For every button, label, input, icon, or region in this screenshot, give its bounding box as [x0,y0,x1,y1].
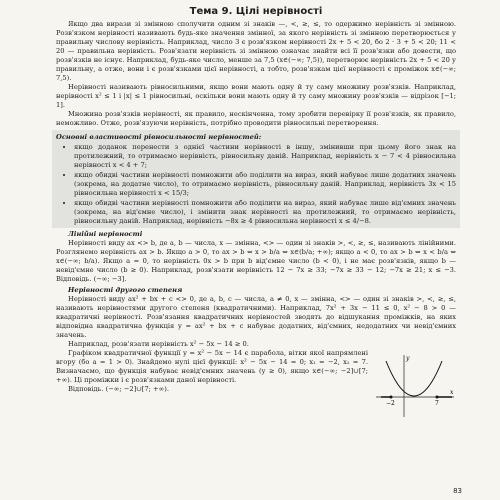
properties-list [56,142,456,226]
parabola-graph [374,353,456,419]
linear-paragraph: Нерівності виду ax <> b, де a, b — числа, x — змінна, <> — один зі знаків >, <, ≥, ≤, називають лінійними. Розглянемо нерівність ax > b. Якщо a > 0, то ax > b ⇔ x > b/a ⇔ x∈(b/a; +∞); якщо a < 0, то ax > b ⇔ x < b/a ⇔ x∈(−∞; b/a). Якщо a = 0, то нерівність 0x > b при b від'ємне число (b < 0), і не має розв'язків, якщо b — невід'ємне число (b ≥ 0). Наприклад, розв'язати нерівність 12 − 7x ≥ 33; −7x ≥ 33 − 12; −7x ≥ 21; x ≤ −3. Відповідь. (−∞; −3]. [56,239,456,283]
y-axis-label: y [406,355,410,362]
root-label-left: −2 [386,400,395,407]
graph-text [56,349,368,419]
x-axis-label: x [450,389,454,396]
property-item: • якщо обидві частини нерівності помножити або поділити на вираз, який набуває лише додатних значень (зокрема, на додатне число), то отримаємо нерівність, рівносильну даній. Наприклад, нерівність 3x < 15 рівносильна нерівності x < 15/3; [74,170,456,198]
root-label-right: 7 [435,400,439,407]
intro-paragraph: Якщо два вирази зі змінною сполучити одним зі знаків —, <, ≥, ≤, то одержимо нерівність зі змінною. Розв'язком нерівності називають будь-яке значення змінної, за якого нерівність зі змінною перетворюється у правильну числову нерівність. Наприклад, число 3 є розв'язком нерівності 2x + 5 < 20, бо 2 · 3 + 5 < 20; 11 < 20 — правильна нерівність. Розв'язати нерівність зі змінною означає знайти всі її розв'язки або довести, що розв'язків не існує. Наприклад, будь-яке число, менше за 7,5 (x∈(−∞; 7,5)), перетворює нерівність 2x + 5 < 20 у правильну, а отже, вони і є розв'язками цієї нерівності, а тобто, розв'язкам цієї нерівності є проміжок x∈(−∞; 7,5). [56,20,456,82]
properties-box [52,130,460,228]
linear-heading: Лінійні нерівності [68,230,143,238]
property-item: • якщо доданок перенести з однієї частини нерівності в іншу, змінивши при цьому його знак на протилежний, то отримаємо нерівність, рівносильну даній. Наприклад, нерівність x − 7 < 4 рівносильна нерівності x < 4 + 7; [74,142,456,170]
intro-paragraph: Множина розв'язків нерівності, як правило, нескінченна, тому зробити перевірку її розв'язків, як правило, неможливо. Отже, розв'язуючи нерівність, потрібно проводити рівносильні перетворення. [56,110,456,127]
quadratic-paragraph: Нерівності виду ax² + bx + c <> 0, де a, b, c — числа, a ≠ 0, x — змінна, <> — один зі знаків >, <, ≥, ≤, називають нерівностями другого степеня (квадратичними). Наприклад, 7x² + 3x − 11 ≤ 0, x² − 8 > 0 — квадратичні нерівності. Розв'язання квадратичних нерівностей зводять до відшукання проміжків, на яких відповідна квадратична функція y = ax² + bx + c набуває додатних, від'ємних, недодатних чи невід'ємних значень. [56,295,456,339]
root-point-left [390,396,393,399]
quadratic-paragraph: Наприклад, розв'язати нерівність x² − 5x − 14 ≥ 0. [68,340,249,348]
properties-heading: Основні властивості рівносильності нерівностей: [56,133,262,141]
page-number: 83 [453,487,462,495]
quadratic-heading: Нерівності другого степеня [68,286,183,294]
property-item: • якщо обидві частини нерівності помножити або поділити на вираз, який набуває лише від'ємних значень (зокрема, на від'ємне число), і змінити знак нерівності на протилежний, то отримаємо нерівність, рівносильну даній. Наприклад, нерівність −8x ≥ 4 рівносильна нерівності x ≤ 4/−8. [74,198,456,226]
page-title: Тема 9. Цілі нерівності [189,6,323,17]
parabola-curve [386,361,442,396]
root-point-right [436,396,439,399]
graph-section [56,349,456,419]
answer-paragraph: Відповідь. (−∞; −2]∪[7; +∞). [68,385,169,393]
graph-paragraph: Графіком квадратичної функції y = x² − 5x − 14 є парабола, вітки якої напрямлені вгору (бо a = 1 > 0). Знайдемо нулі цієї функції: x² − 5x − 14 = 0; x₁ = −2, x₂ = 7. Визначаємо, що функція набуває невід'ємних значень (y ≥ 0), якщо x∈(−∞; −2]∪[7; +∞). Ці проміжки і є розв'язками даної нерівності. [56,349,368,384]
intro-paragraph: Нерівності називають рівносильними, якщо вони мають одну й ту саму множину розв'язків. Наприклад, нерівності x² ≤ 1 і |x| ≤ 1 рівносильні, оскільки вони мають одну й ту саму множину розв'язків — відрізок [−1; 1]. [56,83,456,109]
